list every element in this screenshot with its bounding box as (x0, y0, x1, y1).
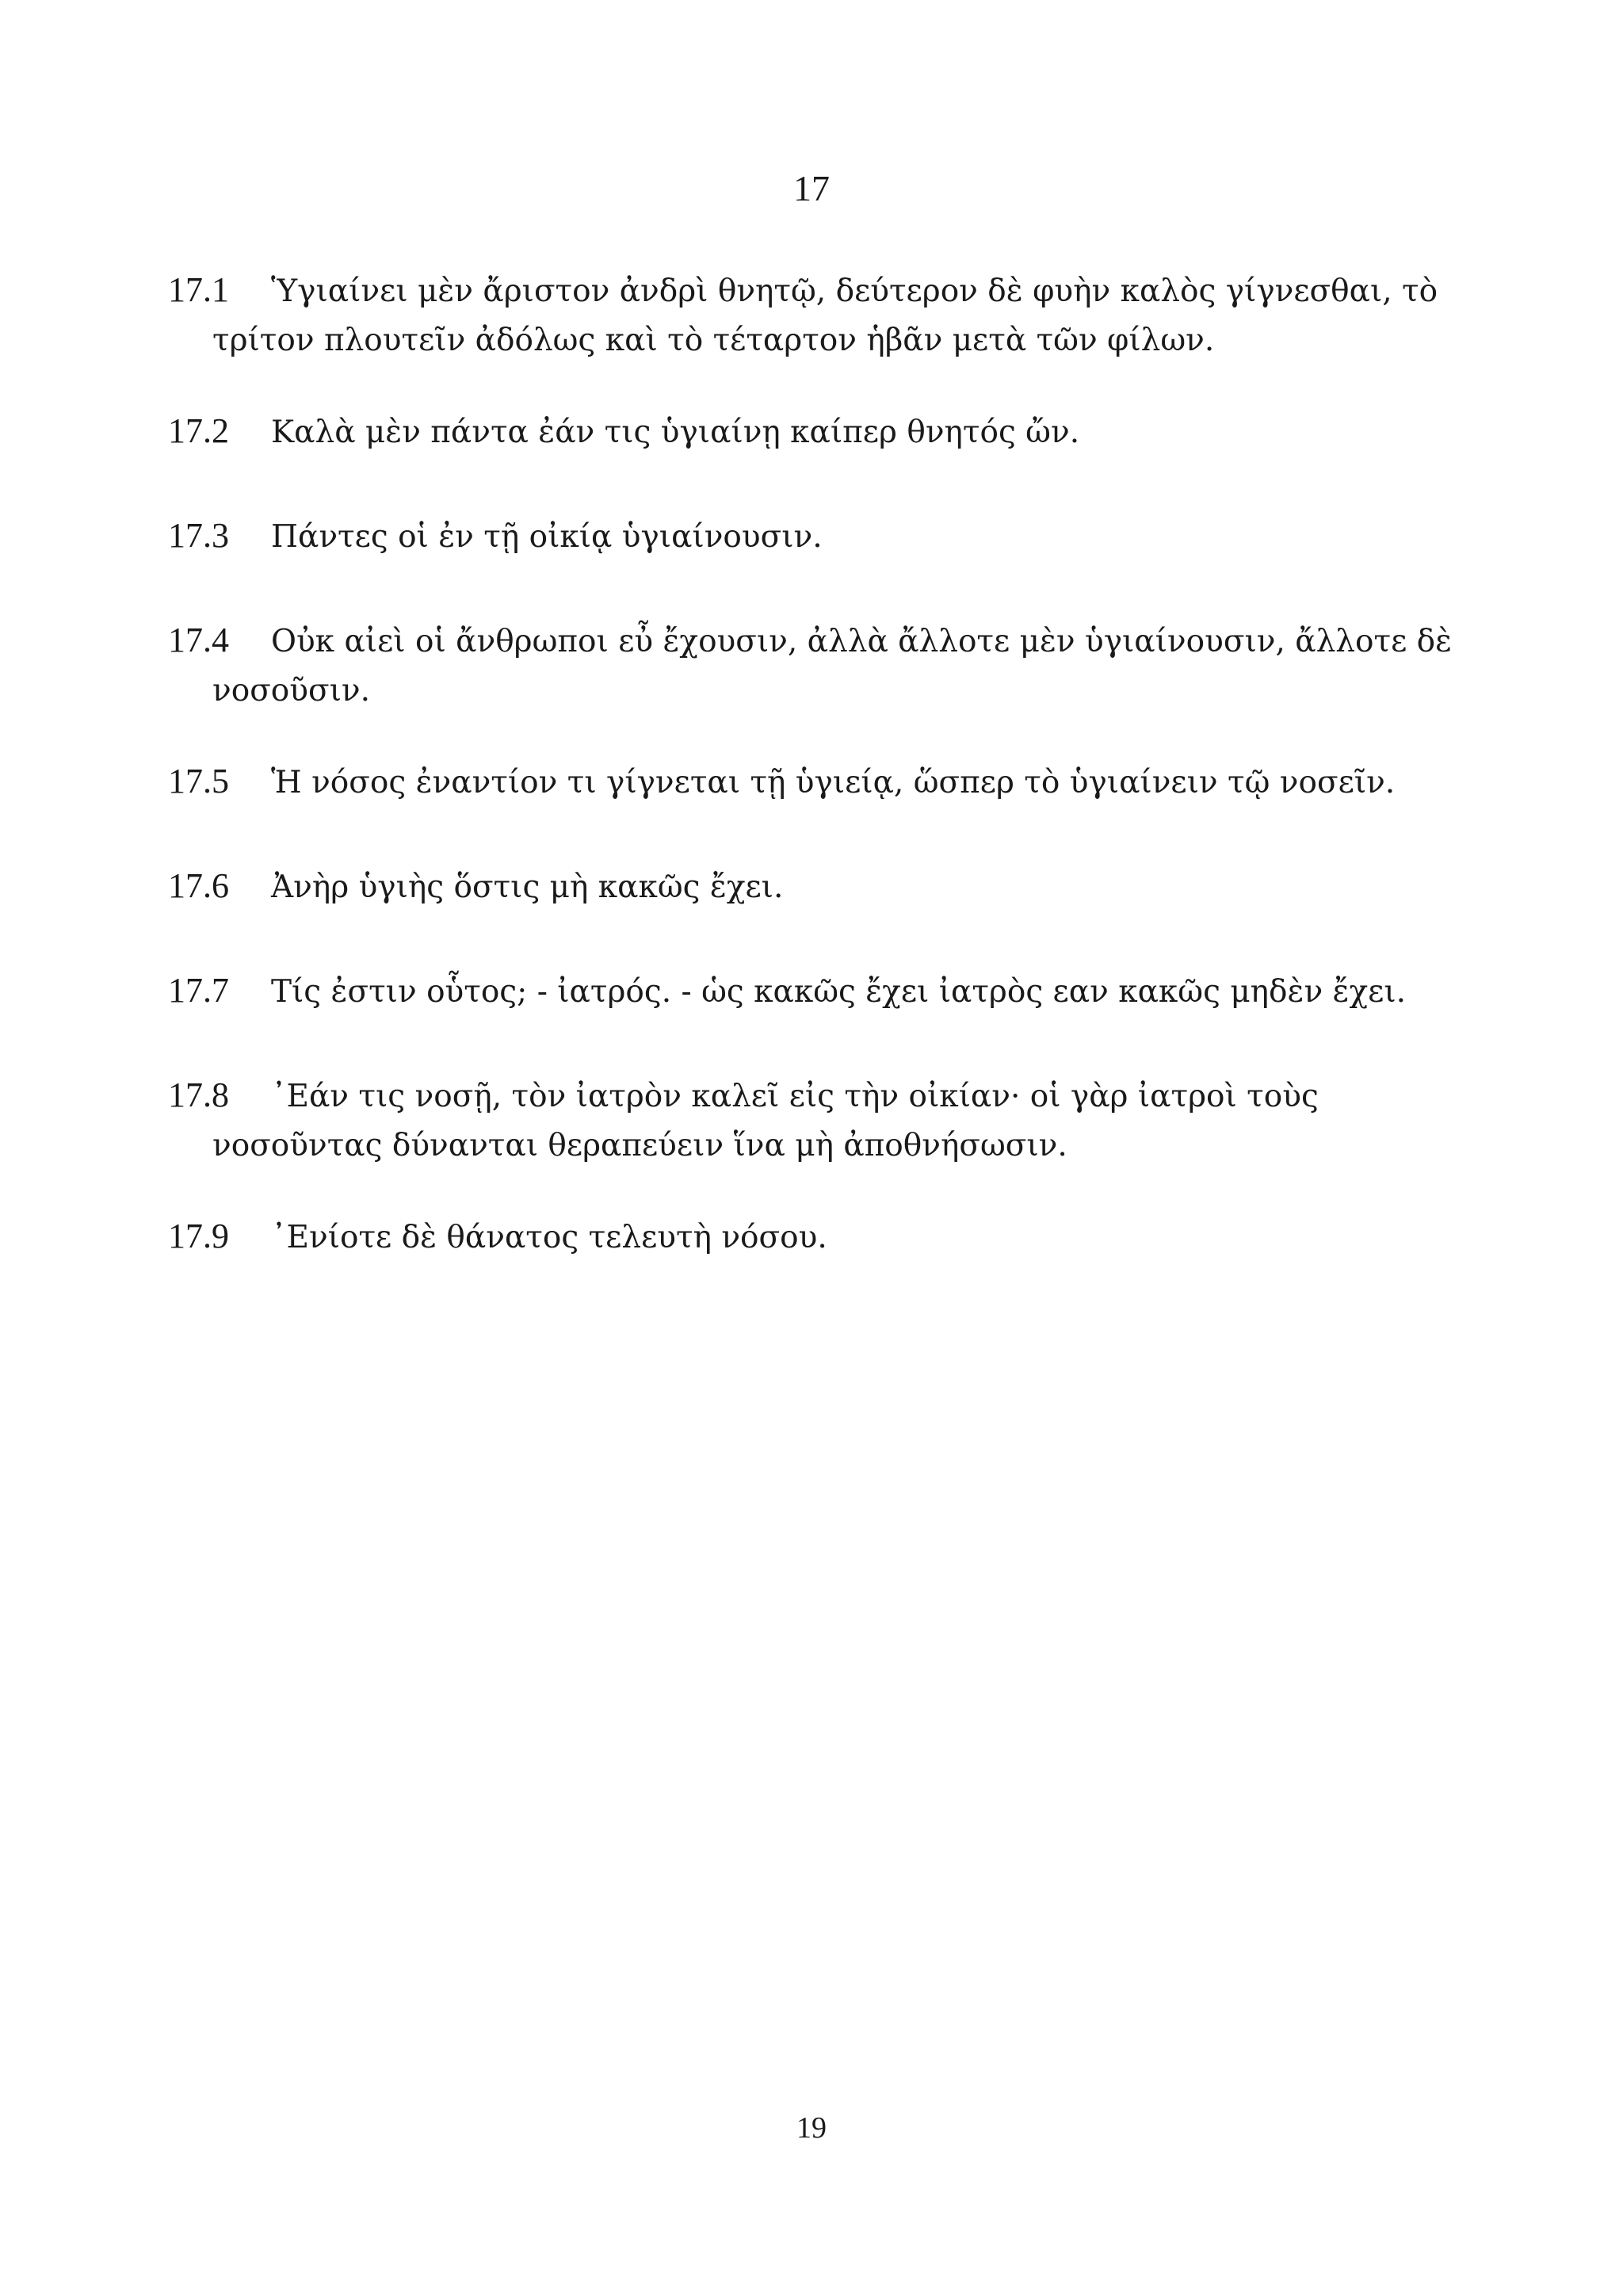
sentence-17-7 (168, 966, 1468, 1017)
sentence-17-6 (168, 861, 1468, 912)
sentence-text: Οὐκ αἰεὶ οἱ ἄνθρωποι εὖ ἔχουσιν, ἀλλὰ ἄλλοτε μὲν ὑγιαίνουσιν, ἄλλοτε δὲ (271, 624, 1453, 659)
sentence-number: 17.8 (168, 1075, 229, 1114)
sentence-17-8 (168, 1071, 1468, 1171)
sentence-number: 17.5 (168, 762, 229, 800)
sentence-continuation: νοσοῦσιν. (212, 673, 371, 709)
sentence-number: 17.7 (168, 971, 229, 1010)
sentence-continuation: νοσοῦντας δύνανται θεραπεύειν ἵνα μὴ ἀποθνήσωσιν. (212, 1128, 1067, 1163)
sentence-text: ᾿Εάν τις νοσῇ, τὸν ἰατρὸν καλεῖ εἰς τὴν οἰκίαν· οἱ γὰρ ἰατροὶ τοὺς (271, 1079, 1319, 1114)
sentence-17-9 (168, 1212, 1468, 1263)
sentence-17-1 (168, 266, 1468, 365)
sentence-number: 17.4 (168, 621, 229, 659)
sentence-17-3 (168, 511, 1468, 562)
sentence-number: 17.9 (168, 1217, 229, 1255)
sentence-text: ᾿Ενίοτε δὲ θάνατος τελευτὴ νόσου. (271, 1220, 827, 1255)
sentence-text: Ἡ νόσος ἐναντίον τι γίγνεται τῇ ὑγιείᾳ, ὥσπερ τὸ ὑγιαίνειν τῷ νοσεῖν. (271, 765, 1396, 800)
chapter-heading: 17 (793, 168, 830, 208)
sentence-number: 17.3 (168, 516, 229, 555)
sentence-number: 17.1 (168, 270, 229, 309)
sentence-text: Ἀνὴρ ὑγιὴς ὅστις μὴ κακῶς ἔχει. (271, 869, 784, 905)
page-number: 19 (796, 2111, 827, 2145)
sentence-continuation: τρίτον πλουτεῖν ἀδόλως καὶ τὸ τέταρτον ἡβᾶν μετὰ τῶν φίλων. (212, 323, 1215, 358)
sentence-text: Τίς ἐστιν οὗτος; - ἰατρός. - ὡς κακῶς ἔχει ἰατρὸς εαν κακῶς μηδὲν ἔχει. (271, 974, 1407, 1010)
sentence-17-4 (168, 616, 1468, 716)
sentence-number: 17.2 (168, 411, 229, 450)
sentence-17-2 (168, 407, 1468, 457)
sentence-text: Ὑγιαίνει μὲν ἄριστον ἀνδρὶ θνητῷ, δεύτερον δὲ φυὴν καλὸς γίγνεσθαι, τὸ (271, 273, 1438, 309)
sentence-number: 17.6 (168, 866, 229, 905)
sentence-17-5 (168, 757, 1468, 808)
sentence-list (168, 266, 1468, 1263)
sentence-text: Καλὰ μὲν πάντα ἐάν τις ὑγιαίνῃ καίπερ θνητός ὤν. (271, 415, 1080, 450)
sentence-text: Πάντες οἱ ἐν τῇ οἰκίᾳ ὑγιαίνουσιν. (271, 519, 823, 555)
